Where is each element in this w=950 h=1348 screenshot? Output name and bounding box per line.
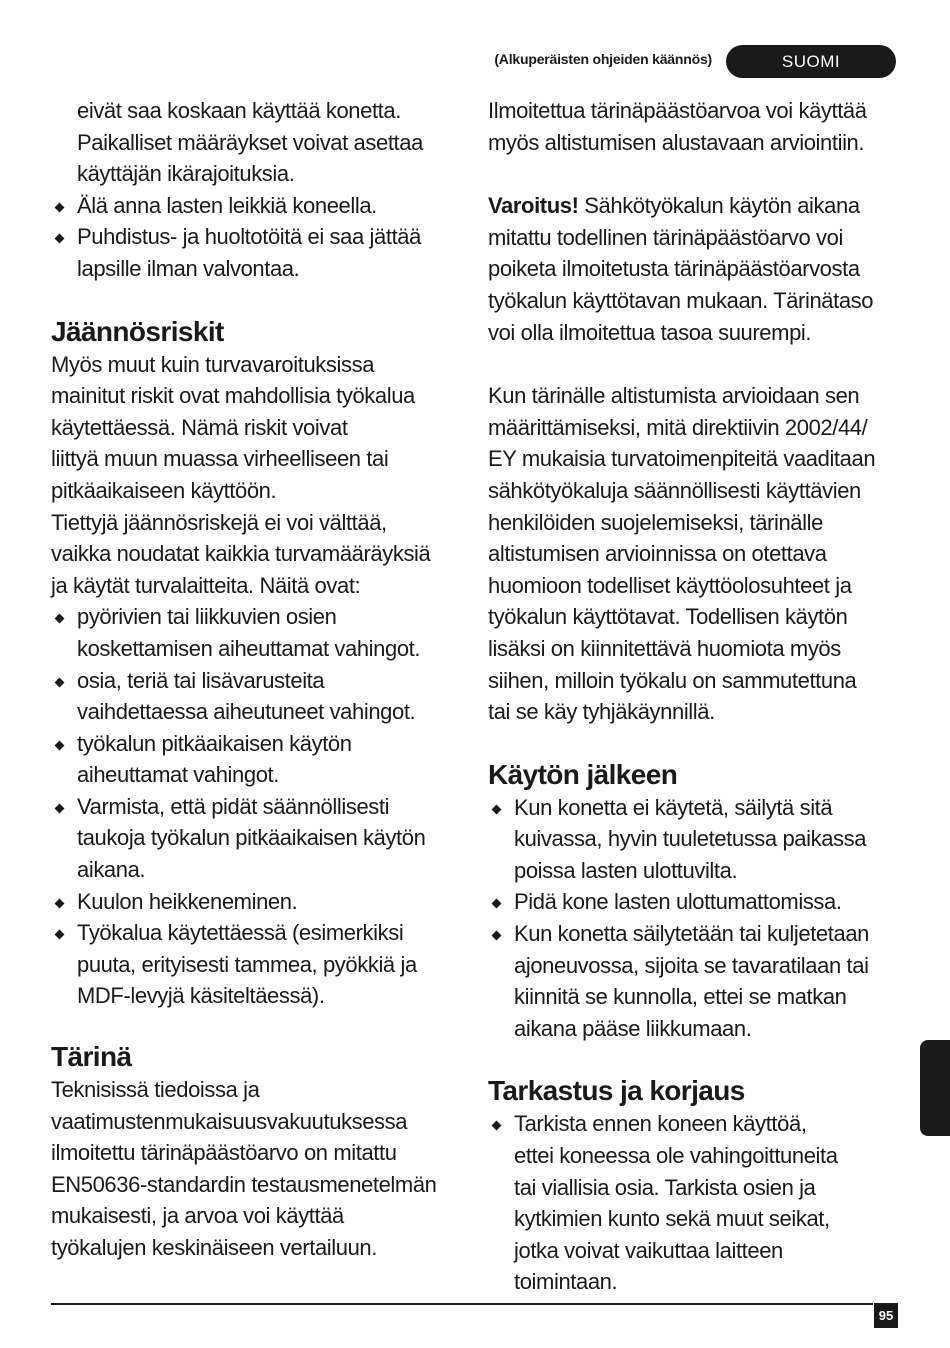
bullet-line: jotka voivat vaikuttaa laitteen xyxy=(514,1237,783,1263)
bullet-line: kiinnitä se kunnolla, ettei se matkan xyxy=(514,984,847,1010)
diamond-bullet-icon xyxy=(55,930,65,940)
diamond-bullet-icon xyxy=(492,1121,502,1131)
text-line: EN50636-standardin testausmenetelmän xyxy=(51,1171,437,1197)
bullet-line: Kuulon heikkeneminen. xyxy=(77,888,298,914)
bullet-line: kytkimien kunto sekä muut seikat, xyxy=(514,1206,830,1232)
bullet-line: ajoneuvossa, sijoita se tavaratilaan tai xyxy=(514,952,869,978)
warning-paragraph xyxy=(488,190,903,348)
bullet-item xyxy=(51,601,461,664)
bullet-item xyxy=(51,221,461,284)
diamond-bullet-icon xyxy=(55,234,65,244)
text-line: vaikka noudatat kaikkia turvamääräyksiä xyxy=(51,541,431,567)
section-thumb-tab xyxy=(920,1040,950,1136)
text-line: Myös muut kuin turvavaroituksissa xyxy=(51,351,375,377)
left-column xyxy=(51,95,461,1264)
warning-rest xyxy=(488,222,903,348)
bullet-line: aikana pääse liikkumaan. xyxy=(514,1015,752,1041)
bullet-line: lapsille ilman valvontaa. xyxy=(77,255,300,281)
bullet-item xyxy=(488,1108,903,1298)
text-line: siihen, milloin työkalu on sammutettuna xyxy=(488,667,857,693)
text-line: myös altistumisen alustavaan arviointiin. xyxy=(488,129,865,155)
text-line: altistumisen arvioinnissa on otettava xyxy=(488,541,827,567)
diamond-bullet-icon xyxy=(55,202,65,212)
text-line: EY mukaisia turvatoimenpiteitä vaaditaan xyxy=(488,446,876,472)
text-line: Paikalliset määräykset voivat asettaa xyxy=(77,129,423,155)
bullet-item xyxy=(488,918,903,1044)
bullet-line: Kun konetta säilytetään tai kuljetetaan xyxy=(514,921,869,947)
text-line: ja käytät turvalaitteita. Näitä ovat: xyxy=(51,572,361,598)
diamond-bullet-icon xyxy=(55,803,65,813)
bullet-line: Varmista, että pidät säännöllisesti xyxy=(77,793,390,819)
text-line: pitkäaikaiseen käyttöön. xyxy=(51,477,277,503)
right-column xyxy=(488,95,903,1298)
bullet-line: aiheuttamat vahingot. xyxy=(77,762,279,788)
diamond-bullet-icon xyxy=(55,740,65,750)
text-line: Kun tärinälle altistumista arvioidaan sen xyxy=(488,383,860,409)
inspection-list xyxy=(488,1108,903,1298)
bullet-line: puuta, erityisesti tammea, pyökkiä ja xyxy=(77,951,417,977)
text-line: mainitut riskit ovat mahdollisia työkalua xyxy=(51,383,415,409)
bullet-item xyxy=(51,190,461,222)
text-line: voi olla ilmoitettua tasoa suurempi. xyxy=(488,319,812,345)
bullet-line: MDF-levyjä käsiteltäessä). xyxy=(77,983,325,1009)
spacer xyxy=(488,158,903,190)
bullet-line: ettei koneessa ole vahingoittuneita xyxy=(514,1143,838,1169)
bullet-line: aikana. xyxy=(77,857,146,883)
text-line: käytettäessä. Nämä riskit voivat xyxy=(51,414,348,440)
bullet-line: Älä anna lasten leikkiä koneella. xyxy=(77,192,377,218)
residual-risks-list xyxy=(51,601,461,1012)
footer-rule xyxy=(51,1303,873,1305)
bullet-line: vaihdettaessa aiheutuneet vahingot. xyxy=(77,699,416,725)
bullet-line: tai viallisia osia. Tarkista osien ja xyxy=(514,1174,816,1200)
bullet-item xyxy=(51,917,461,1012)
text-line: liittyä muun muassa virheelliseen tai xyxy=(51,446,389,472)
text-line: huomioon todelliset käyttöolosuhteet ja xyxy=(488,572,852,598)
diamond-bullet-icon xyxy=(55,677,65,687)
text-line: mukaisesti, ja arvoa voi käyttää xyxy=(51,1203,344,1229)
language-badge: SUOMI xyxy=(726,45,896,78)
bullet-item xyxy=(51,728,461,791)
text-line: Tiettyjä jäännösriskejä ei voi välttää, xyxy=(51,509,387,535)
spacer xyxy=(488,348,903,380)
text-line: työkalujen keskinäiseen vertailuun. xyxy=(51,1235,377,1260)
bullet-line: koskettamisen aiheuttamat vahingot. xyxy=(77,635,421,661)
bullet-line: taukoja työkalun pitkäaikaisen käytön xyxy=(77,825,426,851)
bullet-line: Kun konetta ei käytetä, säilytä sitä xyxy=(514,794,833,820)
bullet-item xyxy=(51,791,461,886)
bullet-item xyxy=(488,886,903,918)
bullet-item xyxy=(51,665,461,728)
diamond-bullet-icon xyxy=(492,931,502,941)
text-line: työkalun käyttötavan mukaan. Tärinätaso xyxy=(488,287,874,313)
bullet-item xyxy=(488,792,903,887)
text-line: määrittämiseksi, mitä direktiivin 2002/44/ xyxy=(488,414,868,440)
text-line: ilmoitettu tärinäpäästöarvo on mitattu xyxy=(51,1140,397,1166)
bullet-line: Työkalua käytettäessä (esimerkiksi xyxy=(77,920,404,946)
text-line: lisäksi on kiinnitettävä huomiota myös xyxy=(488,635,841,661)
text-line: henkilöiden suojelemiseksi, tärinälle xyxy=(488,509,823,535)
text-line: työkalun käyttötavat. Todellisen käytön xyxy=(488,604,848,630)
text-line: poiketa ilmoitetusta tärinäpäästöarvosta xyxy=(488,256,860,282)
after-use-list xyxy=(488,792,903,1045)
bullet-line: työkalun pitkäaikaisen käytön xyxy=(77,730,352,756)
text-line: käyttäjän ikärajoituksia. xyxy=(77,161,295,187)
text-line: mitattu todellinen tärinäpäästöarvo voi xyxy=(488,224,843,250)
bullet-line: osia, teriä tai lisävarusteita xyxy=(77,667,325,693)
diamond-bullet-icon xyxy=(55,898,65,908)
text-line: Teknisissä tiedoissa ja xyxy=(51,1077,260,1103)
intro-text xyxy=(51,95,461,190)
text-line: eivät saa koskaan käyttää konetta. xyxy=(77,98,401,123)
text-line: Ilmoitettua tärinäpäästöarvoa voi käyttää xyxy=(488,98,867,123)
text-line: sähkötyökaluja säännöllisesti käyttävien xyxy=(488,477,861,503)
bullet-line: Puhdistus- ja huoltotöitä ei saa jättää xyxy=(77,224,421,250)
translation-note: (Alkuperäisten ohjeiden käännös) xyxy=(494,51,712,67)
bullet-line: toimintaan. xyxy=(514,1269,618,1295)
residual-risks-text xyxy=(51,349,461,602)
vibration-usage-text xyxy=(488,95,903,158)
diamond-bullet-icon xyxy=(492,804,502,814)
bullet-line: poissa lasten ulottuvilta. xyxy=(514,857,738,883)
vibration-heading: Tärinä xyxy=(51,1041,132,1073)
bullet-line: Tarkista ennen koneen käyttöä, xyxy=(514,1111,807,1137)
vibration-text xyxy=(51,1074,461,1264)
bullet-line: kuivassa, hyvin tuuletetussa paikassa xyxy=(514,826,867,852)
after-use-heading: Käytön jälkeen xyxy=(488,758,678,790)
inspection-heading: Tarkastus ja korjaus xyxy=(488,1075,745,1107)
diamond-bullet-icon xyxy=(55,614,65,624)
intro-bullets xyxy=(51,190,461,285)
residual-risks-heading: Jäännösriskit xyxy=(51,315,224,347)
bullet-item xyxy=(51,886,461,918)
exposure-text xyxy=(488,380,903,728)
text-line: tai se käy tyhjäkäynnillä. xyxy=(488,699,715,725)
warning-first-line xyxy=(488,190,903,222)
bullet-line: Pidä kone lasten ulottumattomissa. xyxy=(514,889,842,915)
bullet-line: pyörivien tai liikkuvien osien xyxy=(77,604,337,630)
text-line: vaatimustenmukaisuusvakuutuksessa xyxy=(51,1108,408,1134)
warning-text: Sähkötyökalun käytön aikana xyxy=(578,193,860,219)
warning-label: Varoitus! xyxy=(488,193,579,219)
diamond-bullet-icon xyxy=(492,899,502,909)
page-number: 95 xyxy=(874,1303,898,1328)
